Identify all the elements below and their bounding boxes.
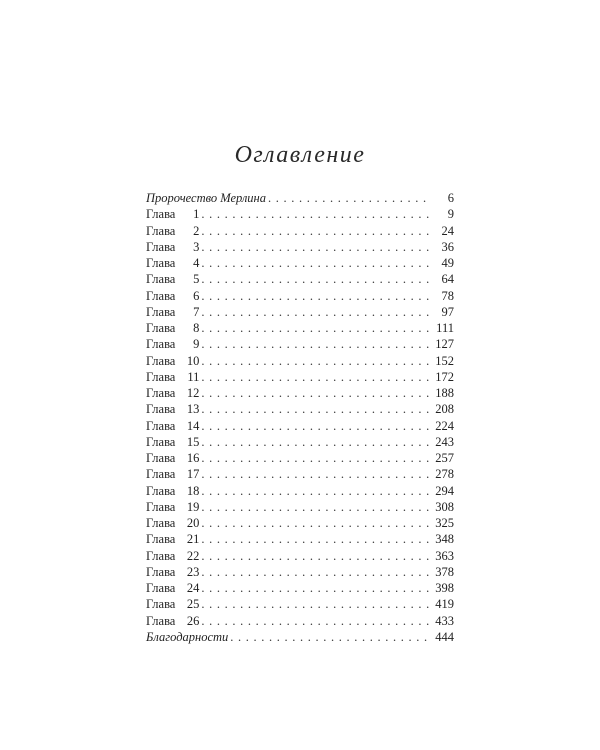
toc-chapter-label (146, 548, 199, 564)
toc-chapter-word: Глава (146, 499, 176, 514)
table-of-contents (146, 190, 454, 645)
toc-chapter-word: Глава (146, 597, 176, 612)
toc-chapter-word: Глава (146, 467, 176, 482)
toc-chapter-label (146, 531, 199, 547)
toc-chapter-word: Глава (146, 402, 176, 417)
toc-entry[interactable] (146, 466, 454, 482)
toc-chapter-label (146, 613, 199, 629)
toc-page-number: 444 (435, 629, 454, 644)
toc-chapter-label (146, 385, 199, 401)
toc-page-number: 243 (435, 434, 454, 449)
toc-chapter-number: 2 (193, 223, 200, 238)
toc-chapter-label (146, 336, 199, 352)
toc-entry[interactable] (146, 564, 454, 580)
toc-chapter-word: Глава (146, 337, 176, 352)
toc-page-number: 348 (435, 532, 454, 547)
toc-page-number: 127 (435, 337, 454, 352)
toc-chapter-number: 11 (187, 369, 200, 384)
toc-chapter-label (146, 206, 199, 222)
toc-chapter-number: 17 (186, 467, 200, 482)
toc-chapter-label (146, 271, 199, 287)
toc-entry[interactable] (146, 190, 454, 206)
toc-chapter-word: Глава (146, 516, 176, 530)
toc-page-number: 9 (447, 207, 454, 222)
dot-leader (201, 336, 430, 352)
page-title: Оглавление (234, 142, 366, 168)
dot-leader (201, 385, 430, 401)
toc-chapter-number: 19 (186, 499, 200, 514)
toc-chapter-label (146, 320, 199, 336)
toc-chapter-number: 12 (186, 386, 200, 400)
toc-chapter-number: 24 (186, 581, 200, 595)
toc-chapter-word: Глава (146, 207, 176, 222)
dot-leader (201, 483, 430, 499)
toc-chapter-number: 21 (186, 532, 200, 547)
toc-chapter-word: Глава (146, 548, 176, 563)
toc-chapter-number: 3 (193, 239, 200, 254)
toc-entry[interactable] (146, 580, 454, 596)
dot-leader (201, 450, 430, 466)
toc-page-number: 36 (441, 239, 454, 254)
dot-leader (201, 271, 430, 287)
toc-chapter-word: Глава (146, 581, 176, 595)
toc-entry[interactable] (146, 499, 454, 515)
dot-leader (201, 580, 430, 596)
toc-chapter-label (146, 483, 199, 499)
toc-chapter-label (146, 353, 199, 369)
toc-chapter-number: 26 (186, 613, 200, 628)
toc-entry[interactable] (146, 288, 454, 304)
toc-chapter-number: 6 (193, 288, 200, 303)
toc-chapter-number: 1 (193, 207, 200, 222)
toc-entry[interactable] (146, 483, 454, 499)
toc-chapter-word: Глава (146, 223, 176, 238)
toc-page-number: 78 (441, 288, 454, 303)
toc-page-number: 308 (435, 499, 454, 514)
toc-chapter-number: 25 (186, 597, 200, 612)
toc-page-number: 208 (435, 402, 454, 417)
toc-chapter-word: Глава (146, 386, 176, 400)
toc-chapter-label (146, 401, 199, 417)
toc-chapter-number: 10 (186, 353, 200, 368)
toc-chapter-word: Глава (146, 483, 176, 498)
dot-leader (230, 629, 430, 645)
toc-chapter-label (146, 288, 199, 304)
toc-entry[interactable] (146, 434, 454, 450)
dot-leader (201, 531, 430, 547)
toc-page-number: 398 (435, 581, 454, 595)
dot-leader (201, 466, 430, 482)
toc-chapter-word: Глава (146, 321, 176, 335)
toc-chapter-label (146, 255, 199, 271)
toc-page-number: 433 (435, 613, 454, 628)
toc-chapter-word: Глава (146, 369, 176, 384)
toc-chapter-word: Глава (146, 272, 176, 287)
toc-chapter-label (146, 580, 199, 596)
dot-leader (201, 288, 430, 304)
toc-chapter-number: 7 (193, 304, 200, 319)
toc-entry[interactable] (146, 531, 454, 547)
toc-chapter-number: 15 (186, 434, 200, 449)
toc-entry[interactable] (146, 418, 454, 434)
toc-chapter-number: 8 (193, 321, 200, 335)
toc-page-number: 278 (435, 467, 454, 482)
toc-entry[interactable] (146, 629, 454, 645)
toc-chapter-label (146, 564, 199, 580)
toc-chapter-label (146, 223, 199, 239)
toc-entry[interactable] (146, 596, 454, 612)
dot-leader (201, 499, 430, 515)
toc-entry[interactable] (146, 206, 454, 222)
dot-leader (201, 255, 430, 271)
toc-entry[interactable] (146, 385, 454, 401)
toc-chapter-number: 4 (193, 256, 200, 270)
toc-page-number: 64 (441, 272, 454, 287)
toc-chapter-label (146, 499, 199, 515)
toc-chapter-word: Глава (146, 353, 176, 368)
toc-chapter-word: Глава (146, 613, 176, 628)
toc-page-number: 111 (436, 321, 454, 335)
toc-page-number: 24 (441, 223, 454, 238)
dot-leader (201, 548, 430, 564)
toc-chapter-word: Глава (146, 418, 176, 433)
toc-chapter-number: 20 (186, 516, 200, 530)
toc-page-number: 419 (435, 597, 454, 612)
toc-entry[interactable] (146, 515, 454, 531)
dot-leader (201, 401, 430, 417)
toc-entry[interactable] (146, 450, 454, 466)
dot-leader (201, 434, 430, 450)
toc-entry[interactable] (146, 271, 454, 287)
toc-entry[interactable] (146, 613, 454, 629)
toc-chapter-label (146, 418, 199, 434)
toc-page-number: 257 (435, 451, 454, 465)
dot-leader (201, 596, 430, 612)
toc-entry[interactable] (146, 401, 454, 417)
toc-chapter-number: 22 (186, 548, 200, 563)
toc-entry[interactable] (146, 304, 454, 320)
toc-entry[interactable] (146, 255, 454, 271)
toc-page-number: 294 (435, 483, 454, 498)
toc-chapter-word: Глава (146, 451, 176, 465)
toc-chapter-word: Глава (146, 288, 176, 303)
toc-entry[interactable] (146, 336, 454, 352)
dot-leader (201, 613, 430, 629)
toc-chapter-label (146, 239, 199, 255)
dot-leader (201, 369, 430, 385)
toc-page-number: 97 (441, 304, 454, 319)
toc-chapter-label (146, 596, 199, 612)
toc-page-number: 378 (435, 564, 454, 579)
dot-leader (201, 353, 430, 369)
toc-page-number: 224 (435, 418, 454, 433)
dot-leader (201, 206, 430, 222)
dot-leader (201, 564, 430, 580)
toc-chapter-word: Глава (146, 256, 176, 270)
toc-page-number: 6 (447, 191, 454, 205)
toc-entry[interactable] (146, 239, 454, 255)
toc-chapter-number: 16 (186, 451, 200, 465)
toc-chapter-number: 23 (186, 564, 200, 579)
toc-page-number: 325 (435, 516, 454, 530)
toc-page-number: 363 (435, 548, 454, 563)
toc-chapter-label (146, 466, 199, 482)
toc-chapter-number: 5 (193, 272, 200, 287)
toc-page-number: 172 (435, 369, 454, 384)
toc-chapter-word: Глава (146, 239, 176, 254)
dot-leader (201, 320, 430, 336)
toc-chapter-word: Глава (146, 532, 176, 547)
toc-page-number: 49 (441, 256, 454, 270)
toc-chapter-number: 14 (186, 418, 200, 433)
toc-chapter-number: 9 (193, 337, 200, 352)
toc-chapter-label (146, 515, 199, 531)
toc-entry[interactable] (146, 353, 454, 369)
toc-entry-label: Благодарности (146, 629, 229, 644)
dot-leader (201, 418, 430, 434)
dot-leader (268, 190, 430, 206)
toc-chapter-label (146, 434, 199, 450)
toc-chapter-word: Глава (146, 304, 176, 319)
toc-chapter-word: Глава (146, 564, 176, 579)
dot-leader (201, 304, 430, 320)
toc-entry[interactable] (146, 548, 454, 564)
toc-entry[interactable] (146, 223, 454, 239)
toc-entry[interactable] (146, 369, 454, 385)
dot-leader (201, 223, 430, 239)
toc-chapter-word: Глава (146, 434, 176, 449)
toc-chapter-number: 13 (186, 402, 200, 417)
toc-chapter-label (146, 304, 199, 320)
toc-page-number: 188 (435, 386, 454, 400)
dot-leader (201, 239, 430, 255)
toc-chapter-number: 18 (186, 483, 200, 498)
dot-leader (201, 515, 430, 531)
toc-entry-label: Пророчество Мерлина (146, 191, 266, 205)
toc-page-number: 152 (435, 353, 454, 368)
toc-chapter-label (146, 369, 199, 385)
toc-entry[interactable] (146, 320, 454, 336)
toc-chapter-label (146, 450, 199, 466)
